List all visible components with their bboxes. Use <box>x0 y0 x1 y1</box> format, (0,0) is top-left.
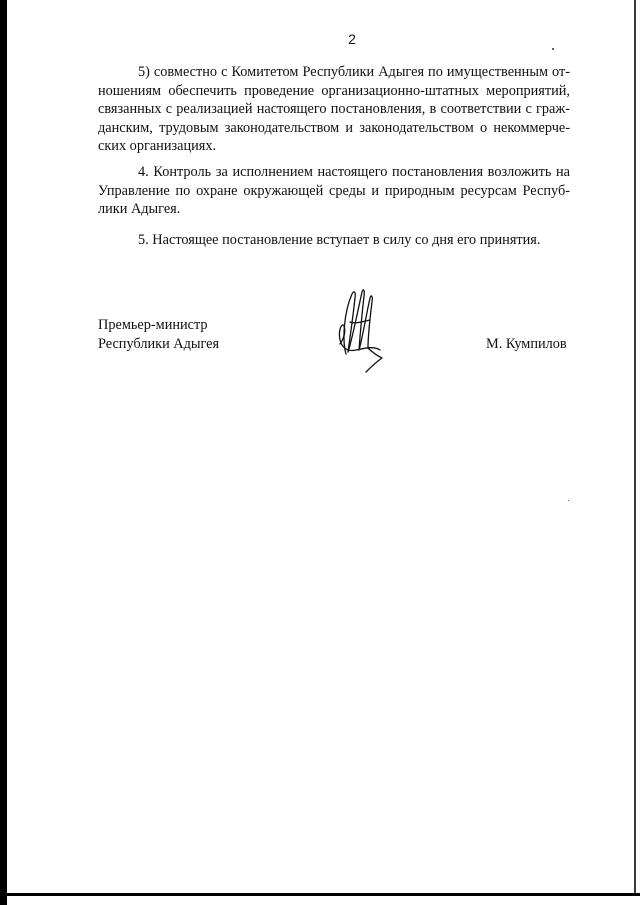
text-line: данским, трудовым законодательством и законодательством о некоммерче- <box>98 119 570 136</box>
page-number: 2 <box>348 31 356 47</box>
text-line: ских организациях. <box>98 138 217 155</box>
text-line: Управление по охране окружающей среды и природным ресурсам Респуб- <box>98 182 570 199</box>
scan-speck <box>552 48 554 50</box>
text-line: 5) совместно с Комитетом Республики Адыгея по имущественным от- <box>138 64 570 80</box>
text-line: связанных с реализацией настоящего постановления, в соответствии с граж- <box>98 101 570 118</box>
scan-edge-right <box>634 0 636 896</box>
signatory-title-line: Республики Адыгея <box>98 336 220 352</box>
scan-speck <box>568 500 569 501</box>
text-line: лики Адыгея. <box>98 201 181 218</box>
paragraph-item-5-subpoint <box>98 63 570 156</box>
signatory-title-line: Премьер-министр <box>98 317 208 333</box>
signatory-name: М. Кумпилов <box>486 336 567 352</box>
scan-edge-bottom <box>0 893 640 896</box>
text-line: 4. Контроль за исполнением настоящего постановления возложить на <box>138 164 570 180</box>
paragraph-item-4 <box>98 163 570 219</box>
text-line: 5. Настоящее постановление вступает в силу со дня его принятия. <box>138 232 541 248</box>
signatory-title <box>98 316 219 354</box>
text-line: ношениям обеспечить проведение организационно-штатных мероприятий, <box>98 82 570 99</box>
paragraph-item-5 <box>98 231 570 250</box>
handwritten-signature <box>326 282 390 374</box>
scan-edge-left <box>0 0 7 905</box>
